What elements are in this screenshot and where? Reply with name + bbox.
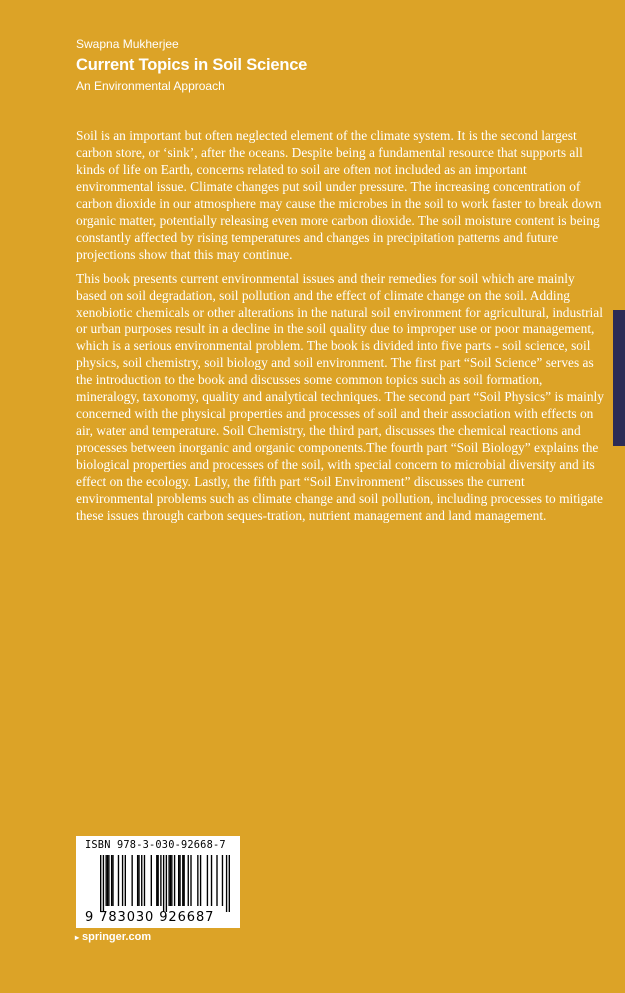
publisher-label: springer.com — [82, 931, 152, 943]
barcode-bar — [118, 855, 119, 906]
barcode-bar — [151, 855, 152, 906]
barcode-bar — [157, 855, 158, 906]
barcode-bar — [179, 855, 180, 906]
barcode-bar — [197, 855, 198, 906]
publisher-link[interactable] — [75, 931, 151, 943]
barcode-bar — [131, 855, 132, 906]
barcode-bar — [207, 855, 208, 906]
author-name: Swapna Mukherjee — [76, 37, 179, 51]
book-description — [76, 128, 604, 532]
barcode-bar — [156, 855, 157, 906]
barcode-bar — [178, 855, 179, 906]
barcode-bar — [111, 855, 112, 906]
isbn-barcode-box — [76, 836, 240, 928]
barcode-bar — [160, 855, 161, 906]
barcode-bar — [137, 855, 138, 906]
barcode-bar — [112, 855, 113, 906]
barcode-bar — [183, 855, 184, 906]
ean-digits: 9 783030 926687 — [85, 910, 215, 925]
barcode-bar — [100, 855, 101, 912]
barcode-bar — [144, 855, 145, 906]
spine-accent-bar — [613, 310, 625, 446]
barcode-bar — [168, 855, 169, 906]
barcode-bar — [170, 855, 171, 906]
isbn-label: ISBN 978-3-030-92668-7 — [85, 839, 226, 851]
barcode-bar — [222, 855, 223, 906]
barcode-bar — [188, 855, 189, 906]
barcode-bar — [125, 855, 126, 906]
barcode-bar — [171, 855, 172, 906]
barcode-bar — [103, 855, 104, 912]
barcode-bar — [174, 855, 175, 906]
barcode-bar — [141, 855, 142, 906]
barcode-bar — [105, 855, 106, 906]
description-paragraph-2: This book presents current environmental issues and their remedies for soil which are mainly based on soil degradation, soil pollution and the effect of climate change on the soil. Adding xenobiotic chemicals or other alterations in the natural soil environment for agricultural, industrial or urban purposes result in a decline in the soil quality due to improper use or poor management, which is a serious environmental problem. The book is divided into five parts - soil science, soil physics, soil chemistry, soil biology and soil environment. The first part “Soil Science” serves as the introduction to the book and discusses some common topics such as soil formation, mineralogy, taxonomy, quality and analytical techniques. The second part “Soil Physics” is mainly concerned with the physical properties and processes of soil and their association with effects on air, water and temperature. Soil Chemistry, the third part, discusses the chemical reactions and processes between inorganic and organic components.The fourth part “Soil Biology” explains the biological properties and processes of the soil, with special concern to microbial diversity and its effect on the ecology. Lastly, the fifth part “Soil Environment” discusses the current environmental problems such as climate change and soil pollution, including processes to mitigate these issues through carbon seques-tration, nutrient management and land management. — [76, 270, 604, 523]
barcode-bar — [226, 855, 227, 912]
barcode-bar — [229, 855, 230, 912]
barcode-bar — [190, 855, 191, 906]
barcode-bar — [200, 855, 201, 906]
barcode-bar — [163, 855, 164, 912]
book-title: Current Topics in Soil Science — [76, 56, 308, 74]
barcode-bar — [138, 855, 139, 906]
barcode-bar — [122, 855, 123, 906]
barcode-bar — [107, 855, 108, 906]
barcode-bar — [216, 855, 217, 906]
arrow-right-icon: ▸ — [75, 933, 80, 942]
book-subtitle: An Environmental Approach — [76, 79, 225, 93]
description-paragraph-1: Soil is an important but often neglected element of the climate system. It is the second largest carbon store, or ‘sink’, after the oceans. Despite being a fundamental resource that supports all kinds of life on Earth, concerns related to soil are often not included as an important environmental issue. Climate changes put soil under pressure. The increasing concentration of carbon dioxide in our atmosphere may cause the microbes in the soil to work faster to break down organic matter, potentially releasing even more carbon dioxide. The soil moisture content is being constantly affected by rising temperatures and changes in precipitation patterns and future projections show that this may continue. — [76, 128, 602, 262]
barcode-bar — [108, 855, 109, 906]
barcode-bar — [166, 855, 167, 912]
barcode-bar — [211, 855, 212, 906]
barcode-bar — [182, 855, 183, 906]
barcode-icon — [100, 855, 230, 912]
